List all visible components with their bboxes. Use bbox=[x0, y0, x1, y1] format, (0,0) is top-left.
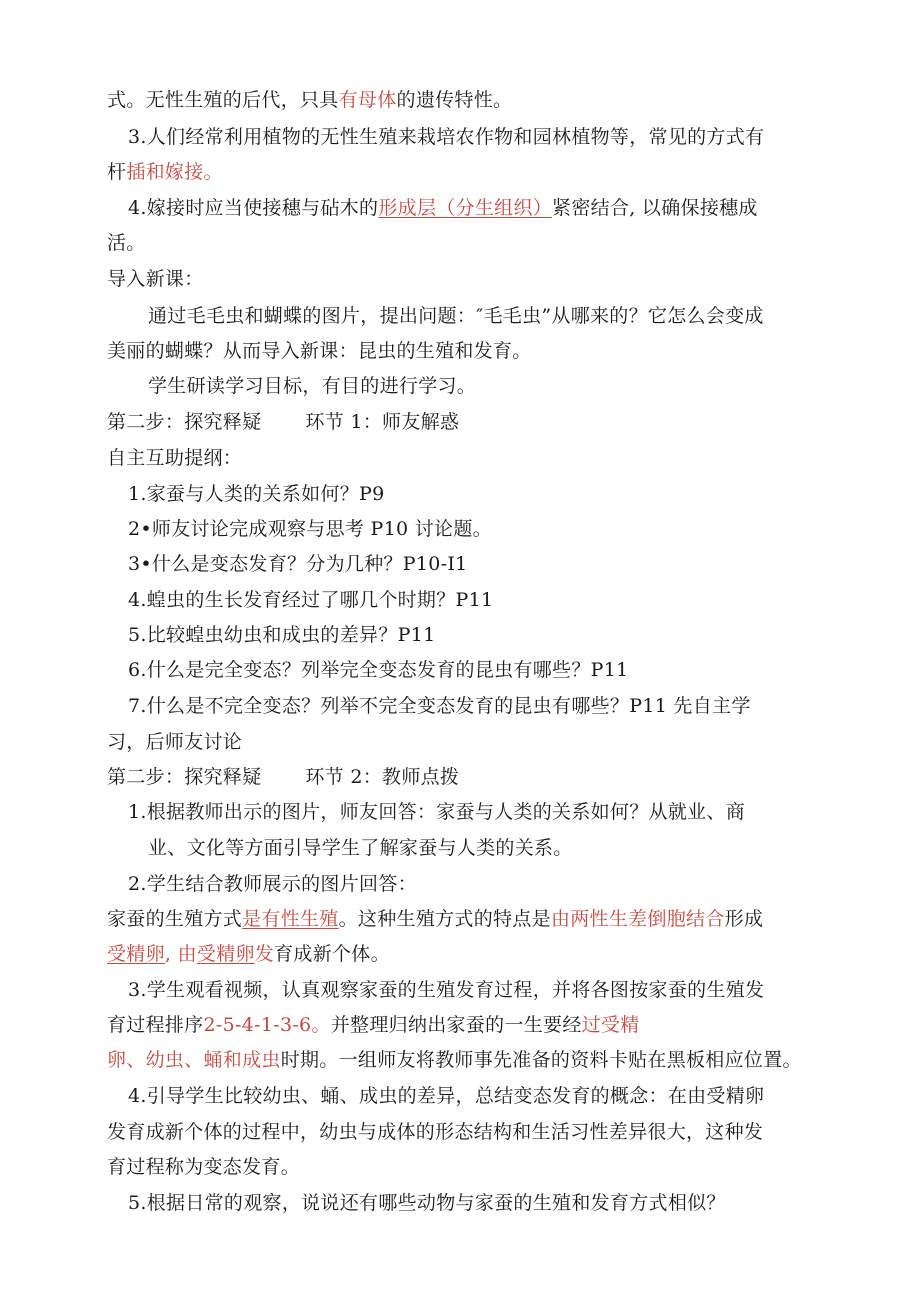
point-5: 5.根据日常的观察，说说还有哪些动物与家蚕的生殖和发育方式相似？ bbox=[128, 1192, 726, 1214]
outline-item-5: 5.比较蝗虫幼虫和成虫的差异？P11 bbox=[128, 624, 436, 646]
step-heading-2: 第二步：探究释疑 环节 2：教师点拨 bbox=[107, 766, 460, 788]
outline-item-6: 6.什么是完全变态？列举完全变态发育的昆虫有哪些？P11 bbox=[128, 659, 629, 681]
point-1: 1.根据教师出示的图片，师友回答：家蚕与人类的关系如何？从就业、商 bbox=[128, 801, 746, 823]
text-line-4: 4.嫁接时应当使接穗与砧木的形成层（分生组织）紧密结合, 以确保接穗成 bbox=[128, 197, 758, 219]
point-4-cont: 发育成新个体的过程中，幼虫与成体的形态结构和生活习性差异很大，这种发 bbox=[107, 1121, 764, 1143]
section-heading-intro: 导入新课： bbox=[107, 268, 204, 290]
text-line-5: 活。 bbox=[107, 232, 146, 254]
point-4: 4.引导学生比较幼虫、蛹、成虫的差异，总结变态发育的概念：在由受精卵 bbox=[128, 1085, 765, 1107]
point-4-cont-2: 育过程称为变态发育。 bbox=[107, 1156, 301, 1178]
text-line-7: 通过毛毛虫和蝴蝶的图片，提出问题：″毛毛虫”从哪来的？它怎么会变成 bbox=[148, 305, 764, 327]
point-3-cont: 育过程排序2-5-4-1-3-6。并整理归纳出家蚕的一生要经过受精 bbox=[107, 1014, 640, 1036]
outline-item-7: 7.什么是不完全变态？列举不完全变态发育的昆虫有哪些？P11 先自主学 bbox=[128, 695, 751, 717]
point-1-cont: 业、文化等方面引导学生了解家蚕与人类的关系。 bbox=[148, 837, 573, 859]
point-2-answer-cont: 受精卵, 由受精卵发育成新个体。 bbox=[107, 943, 390, 965]
point-3: 3.学生观看视频，认真观察家蚕的生殖发育过程，并将各图按家蚕的生殖发 bbox=[128, 979, 765, 1001]
text-line-1: 式。无性生殖的后代，只具有母体的遗传特性。 bbox=[107, 89, 513, 111]
outline-item-1: 1.家蚕与人类的关系如何？P9 bbox=[128, 483, 385, 505]
text-line-3: 杆插和嫁接。 bbox=[107, 161, 223, 183]
point-2: 2.学生结合教师展示的图片回答： bbox=[128, 873, 417, 895]
outline-item-7-cont: 习，后师友讨论 bbox=[107, 731, 243, 753]
text-line-8: 美丽的蝴蝶？从而导入新课：昆虫的生殖和发育。 bbox=[107, 340, 532, 362]
point-3-cont-2: 卵、幼虫、蛹和成虫时期。一组师友将教师事先准备的资料卡贴在黑板相应位置。 bbox=[107, 1049, 802, 1071]
point-2-answer: 家蚕的生殖方式是有性生殖。这种生殖方式的特点是由两性生差倒胞结合形成 bbox=[107, 908, 764, 930]
outline-item-2: 2•师友讨论完成观察与思考 P10 讨论题。 bbox=[128, 518, 492, 540]
step-heading-1: 第二步：探究释疑 环节 1：师友解惑 bbox=[107, 411, 460, 433]
outline-item-3: 3•什么是变态发育？分为几种？P10-I1 bbox=[128, 553, 468, 575]
outline-heading: 自主互助提纲： bbox=[107, 447, 243, 469]
outline-item-4: 4.蝗虫的生长发育经过了哪几个时期？P11 bbox=[128, 589, 494, 611]
text-line-2: 3.人们经常利用植物的无性生殖来栽培农作物和园林植物等，常见的方式有 bbox=[128, 126, 765, 148]
text-line-9: 学生研读学习目标，有目的进行学习。 bbox=[148, 375, 477, 397]
